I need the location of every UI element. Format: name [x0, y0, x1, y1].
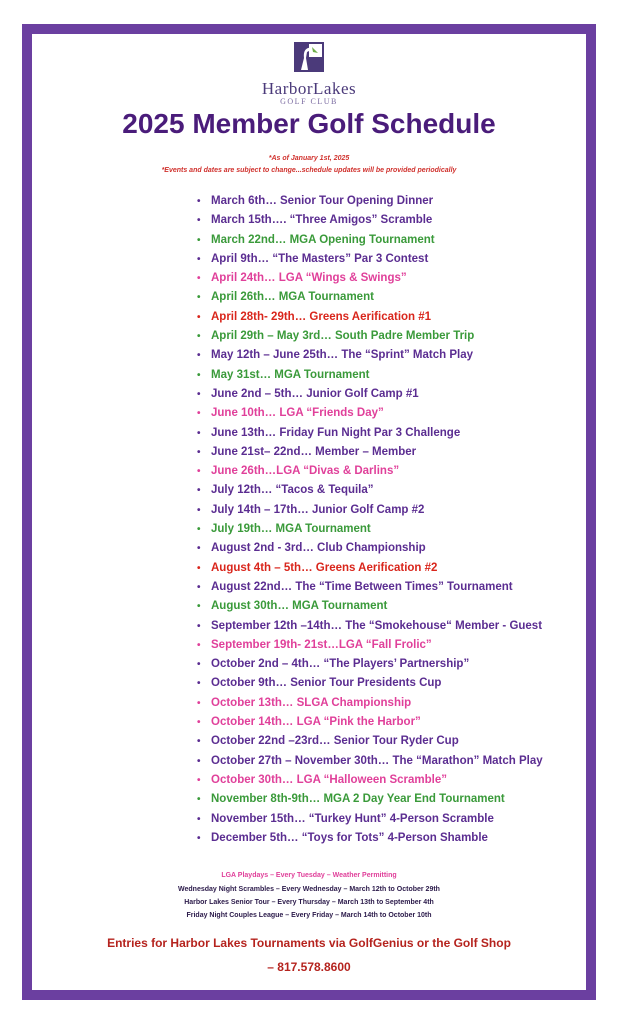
club-subtitle: GOLF CLUB — [280, 97, 338, 106]
footer-line: LGA Playdays – Every Tuesday – Weather Permitting — [221, 872, 397, 879]
event-text: September 12th –14th… The “Smokehouse“ Member - Guest — [211, 619, 543, 632]
disclaimer-note: *Events and dates are subject to change...schedule updates will be provided periodically — [161, 167, 457, 174]
list-item — [197, 346, 543, 365]
club-name: HarborLakes — [261, 79, 357, 98]
bullet-icon: • — [197, 311, 201, 323]
bullet-icon: • — [197, 253, 201, 265]
event-text: September 19th- 21st…LGA “Fall Frolic” — [211, 638, 432, 651]
event-text: March 15th…. “Three Amigos” Scramble — [211, 214, 433, 227]
event-text: August 22nd… The “Time Between Times” Tournament — [211, 580, 513, 593]
bullet-icon: • — [197, 639, 201, 651]
list-item — [197, 231, 543, 250]
event-text: July 19th… MGA Tournament — [211, 523, 371, 536]
bullet-icon: • — [197, 794, 201, 806]
bullet-icon: • — [197, 562, 201, 574]
list-item — [197, 559, 543, 578]
footer-line: Wednesday Night Scrambles – Every Wednesday – March 12th to October 29th — [178, 886, 440, 893]
list-item — [197, 713, 543, 732]
bullet-icon: • — [197, 543, 201, 555]
list-item — [197, 211, 543, 230]
bullet-icon: • — [197, 581, 201, 593]
bullet-icon: • — [197, 485, 201, 497]
bullet-icon: • — [197, 446, 201, 458]
bullet-icon: • — [197, 813, 201, 825]
list-item — [197, 385, 543, 404]
list-item — [197, 404, 543, 423]
bullet-icon: • — [197, 331, 201, 343]
list-item — [197, 443, 543, 462]
bullet-icon: • — [197, 408, 201, 420]
bullet-icon: • — [197, 620, 201, 632]
list-item — [197, 597, 543, 616]
footer-line: Harbor Lakes Senior Tour – Every Thursday – March 13th to September 4th — [184, 899, 434, 906]
event-text: August 2nd - 3rd… Club Championship — [211, 542, 426, 555]
event-text: June 2nd – 5th… Junior Golf Camp #1 — [211, 387, 419, 400]
list-item — [197, 539, 543, 558]
list-item — [197, 655, 543, 674]
list-item — [197, 752, 543, 771]
list-item — [197, 462, 543, 481]
event-text: April 24th… LGA “Wings & Swings” — [211, 272, 407, 285]
list-item — [197, 481, 543, 500]
bullet-icon: • — [197, 755, 201, 767]
list-item — [197, 674, 543, 693]
bullet-icon: • — [197, 524, 201, 536]
bullet-icon: • — [197, 601, 201, 613]
list-item — [197, 192, 543, 211]
bullet-icon: • — [197, 678, 201, 690]
event-text: March 6th… Senior Tour Opening Dinner — [211, 195, 434, 207]
list-item — [197, 771, 543, 790]
event-text: June 26th…LGA “Divas & Darlins” — [211, 465, 400, 478]
list-item — [197, 424, 543, 443]
event-text: October 13th… SLGA Championship — [211, 696, 412, 709]
bullet-icon: • — [197, 659, 201, 671]
list-item — [197, 288, 543, 307]
list-item — [197, 790, 543, 809]
bullet-icon: • — [197, 697, 201, 709]
page-title: 2025 Member Golf Schedule — [122, 108, 496, 139]
event-text: October 9th… Senior Tour Presidents Cup — [211, 677, 442, 690]
bullet-icon: • — [197, 292, 201, 304]
heron-logo-icon — [292, 40, 326, 74]
bullet-icon: • — [197, 388, 201, 400]
list-item — [197, 810, 543, 829]
bullet-icon: • — [197, 427, 201, 439]
bullet-icon: • — [197, 832, 201, 844]
event-text: August 30th… MGA Tournament — [211, 600, 388, 613]
event-text: October 2nd – 4th… “The Players’ Partnership” — [211, 658, 470, 671]
event-text: April 29th – May 3rd… South Padre Member Trip — [211, 330, 475, 343]
event-text: October 30th… LGA “Halloween Scramble” — [211, 773, 448, 786]
entries-line-2: – 817.578.8600 — [267, 960, 351, 974]
event-text: July 14th – 17th… Junior Golf Camp #2 — [211, 503, 425, 516]
list-item — [197, 636, 543, 655]
event-text: June 10th… LGA “Friends Day” — [211, 407, 384, 420]
list-item — [197, 327, 543, 346]
event-text: October 14th… LGA “Pink the Harbor” — [211, 716, 421, 729]
event-text: April 28th- 29th… Greens Aerification #1 — [211, 310, 432, 323]
list-item — [197, 617, 543, 636]
event-text: April 26th… MGA Tournament — [211, 291, 374, 304]
bullet-icon: • — [197, 196, 201, 207]
event-text: November 8th-9th… MGA 2 Day Year End Tournament — [211, 793, 505, 806]
bullet-icon: • — [197, 273, 201, 285]
bullet-icon: • — [197, 774, 201, 786]
bullet-icon: • — [197, 350, 201, 362]
event-text: October 27th – November 30th… The “Marathon” Match Play — [211, 754, 543, 767]
event-text: June 13th… Friday Fun Night Par 3 Challenge — [211, 426, 461, 439]
as-of-note: *As of January 1st, 2025 — [268, 155, 350, 162]
event-text: June 21st– 22nd… Member – Member — [211, 445, 417, 458]
list-item — [197, 250, 543, 269]
list-item — [197, 269, 543, 288]
club-logo — [0, 40, 618, 106]
list-item — [197, 501, 543, 520]
list-item — [197, 578, 543, 597]
event-text: March 22nd… MGA Opening Tournament — [211, 233, 435, 246]
list-item — [197, 732, 543, 751]
list-item — [197, 829, 543, 848]
list-item — [197, 308, 543, 327]
bullet-icon: • — [197, 504, 201, 516]
bullet-icon: • — [197, 466, 201, 478]
event-text: April 9th… “The Masters” Par 3 Contest — [211, 252, 429, 265]
event-list — [197, 192, 543, 848]
event-text: November 15th… “Turkey Hunt” 4-Person Scramble — [211, 812, 494, 825]
event-text: December 5th… “Toys for Tots” 4-Person Shamble — [211, 831, 488, 844]
event-text: May 31st… MGA Tournament — [211, 368, 370, 381]
list-item — [197, 694, 543, 713]
list-item — [197, 366, 543, 385]
bullet-icon: • — [197, 717, 201, 729]
bullet-icon: • — [197, 234, 201, 246]
bullet-icon: • — [197, 369, 201, 381]
entries-line-1: Entries for Harbor Lakes Tournaments via GolfGenius or the Golf Shop — [107, 936, 511, 950]
list-item — [197, 520, 543, 539]
event-text: July 12th… “Tacos & Tequila” — [211, 484, 374, 497]
event-text: October 22nd –23rd… Senior Tour Ryder Cup — [211, 735, 459, 748]
event-text: May 12th – June 25th… The “Sprint” Match Play — [211, 349, 474, 362]
event-text: August 4th – 5th… Greens Aerification #2 — [211, 561, 438, 574]
bullet-icon: • — [197, 215, 201, 227]
footer-line: Friday Night Couples League – Every Friday – March 14th to October 10th — [186, 912, 432, 919]
bullet-icon: • — [197, 736, 201, 748]
